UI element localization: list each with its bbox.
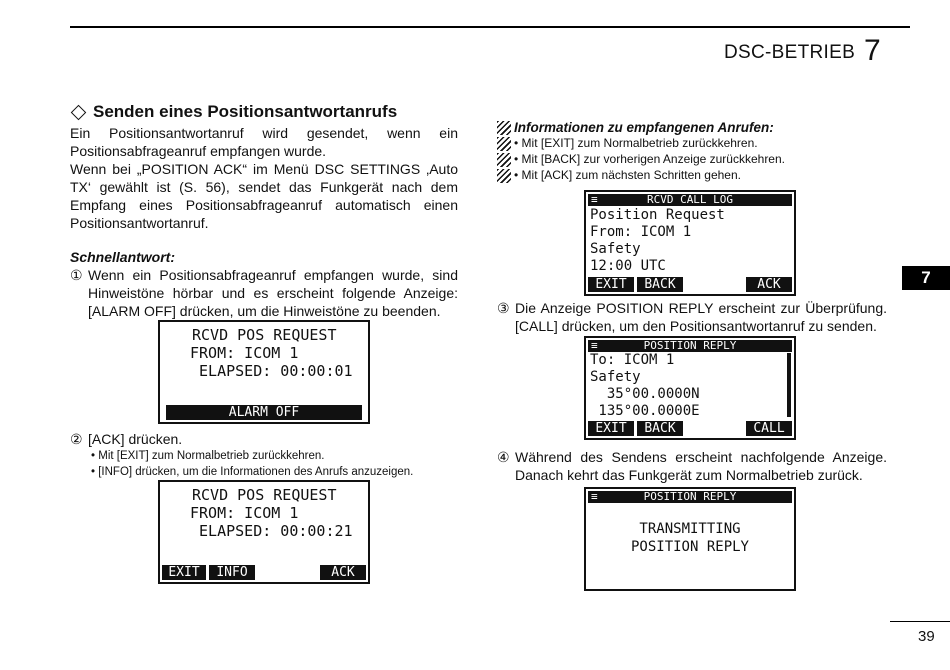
softkey-spacer (686, 421, 746, 436)
page-number: 39 (918, 628, 935, 645)
lcd-line: Safety (590, 241, 641, 257)
lcd-line: FROM: ICOM 1 (190, 504, 299, 522)
lcd-line: Safety (590, 369, 641, 385)
lcd-line: Position Request (590, 207, 725, 223)
back-softkey[interactable]: BACK (637, 277, 683, 292)
step-number: ② (70, 431, 83, 447)
info-bullet: • Mit [EXIT] zum Normalbetrieb zurückkehren. (514, 136, 758, 151)
lcd-line: TRANSMITTING (639, 521, 741, 537)
bottom-rule (890, 621, 950, 622)
step-number: ③ (497, 300, 510, 316)
lcd-title: POSITION REPLY (643, 490, 737, 503)
step-4 (497, 448, 887, 484)
info-line (497, 135, 887, 151)
call-softkey[interactable]: CALL (746, 421, 792, 436)
info-softkey[interactable]: INFO (209, 565, 255, 580)
lcd-line: 35°00.0000N (590, 386, 700, 402)
menu-icon: ≡ (591, 490, 598, 503)
menu-icon: ≡ (591, 339, 598, 352)
lcd-line: RCVD POS REQUEST (192, 326, 337, 344)
quick-reply-subheading: Schnellantwort: (70, 249, 176, 265)
hatch-icon (497, 169, 511, 183)
hatch-icon (497, 121, 511, 135)
lcd-title-bar (588, 340, 792, 352)
info-bullet: • Mit [ACK] zum nächsten Schritten gehen. (514, 168, 741, 183)
step-1 (70, 266, 458, 320)
step-2-bullets (91, 448, 458, 480)
lcd-line: 135°00.0000E (590, 403, 700, 419)
right-step3-block (497, 299, 887, 335)
lcd-line: From: ICOM 1 (590, 224, 692, 240)
lcd-title-bar (588, 491, 792, 503)
lcd-line: RCVD POS REQUEST (192, 486, 337, 504)
step-text: Wenn ein Positionsabfrageanruf empfangen wurde, sind Hinweistöne hörbar und es erscheint folgende Anzeige: [ALARM OFF] drücken, um die Hinweistöne zu beenden. (88, 267, 458, 319)
right-column (497, 120, 887, 183)
step-text: Während des Sendens erscheint nachfolgende Anzeige. Danach kehrt das Funkgerät zum Normalbetrieb zurück. (515, 449, 887, 483)
bullet-item: • Mit [EXIT] zum Normalbetrieb zurückkehren. (91, 448, 458, 464)
scrollbar[interactable] (787, 353, 791, 417)
chapter-title: DSC-BETRIEB (724, 42, 856, 63)
lcd-ack-screen (158, 480, 370, 584)
step-text: Die Anzeige POSITION REPLY erscheint zur Überprüfung. [CALL] drücken, um den Positionsantwortanruf zu senden. (515, 300, 887, 334)
chapter-number: 7 (864, 34, 881, 67)
lcd-title: POSITION REPLY (643, 339, 737, 352)
ack-softkey[interactable]: ACK (746, 277, 792, 292)
section-heading-text: Senden eines Positionsantwortanrufs (93, 102, 398, 121)
step-text: [ACK] drücken. (88, 431, 183, 447)
lcd-line: ELAPSED: 00:00:01 (190, 362, 353, 380)
lcd-line: FROM: ICOM 1 (190, 344, 299, 362)
section-heading (70, 102, 458, 122)
lcd-call-log-screen (584, 190, 796, 296)
alarm-off-softkey[interactable]: ALARM OFF (166, 405, 362, 420)
info-line (497, 167, 887, 183)
lcd-softkeys (588, 421, 792, 436)
lcd-softkeys (162, 405, 366, 420)
exit-softkey[interactable]: EXIT (162, 565, 206, 580)
lcd-softkeys (588, 277, 792, 292)
hatch-icon (497, 153, 511, 167)
menu-icon: ≡ (591, 193, 598, 206)
lcd-line: To: ICOM 1 (590, 352, 675, 368)
lcd-position-reply-screen (584, 336, 796, 440)
lcd-line: 12:00 UTC (590, 258, 666, 274)
info-heading (497, 120, 887, 135)
intro-paragraph: Ein Positionsantwortanruf wird gesendet, wenn ein Positionsabfrageanruf empfangen wurde. (70, 125, 458, 159)
ack-softkey[interactable]: ACK (320, 565, 366, 580)
left-step2-block (70, 430, 458, 480)
step-3 (497, 299, 887, 335)
softkey-spacer (686, 277, 746, 292)
step-number: ④ (497, 449, 510, 465)
lcd-line: POSITION REPLY (630, 539, 749, 555)
info-bullet: • Mit [BACK] zur vorherigen Anzeige zurückkehren. (514, 152, 785, 167)
lcd-alarm-screen (158, 320, 370, 424)
back-softkey[interactable]: BACK (637, 421, 683, 436)
auto-tx-paragraph: Wenn bei „POSITION ACK“ im Menü DSC SETTINGS ‚Auto TX‘ gewählt ist (S. 56), sendet das Funkgerät nach dem Empfang eines Positionsabfrageanruf automatisch einen Positionsantwortanruf. (70, 161, 458, 231)
right-step4-block (497, 448, 887, 484)
softkey-spacer (258, 565, 320, 580)
info-heading-text: Informationen zu empfangenen Anrufen: (514, 120, 774, 135)
hatch-icon (497, 137, 511, 151)
top-rule (70, 26, 910, 28)
chapter-side-tab: 7 (902, 266, 950, 290)
left-column (70, 102, 458, 320)
lcd-transmitting-screen (584, 487, 796, 591)
lcd-softkeys (162, 565, 366, 580)
lcd-title: RCVD CALL LOG (646, 193, 734, 206)
lcd-line: ELAPSED: 00:00:21 (190, 522, 353, 540)
bullet-item: • [INFO] drücken, um die Informationen des Anrufs anzuzeigen. (91, 464, 458, 480)
info-line (497, 151, 887, 167)
step-number: ① (70, 267, 83, 283)
step-2 (70, 430, 458, 448)
lcd-title-bar (588, 194, 792, 206)
exit-softkey[interactable]: EXIT (588, 421, 634, 436)
diamond-icon (71, 104, 87, 120)
exit-softkey[interactable]: EXIT (588, 277, 634, 292)
